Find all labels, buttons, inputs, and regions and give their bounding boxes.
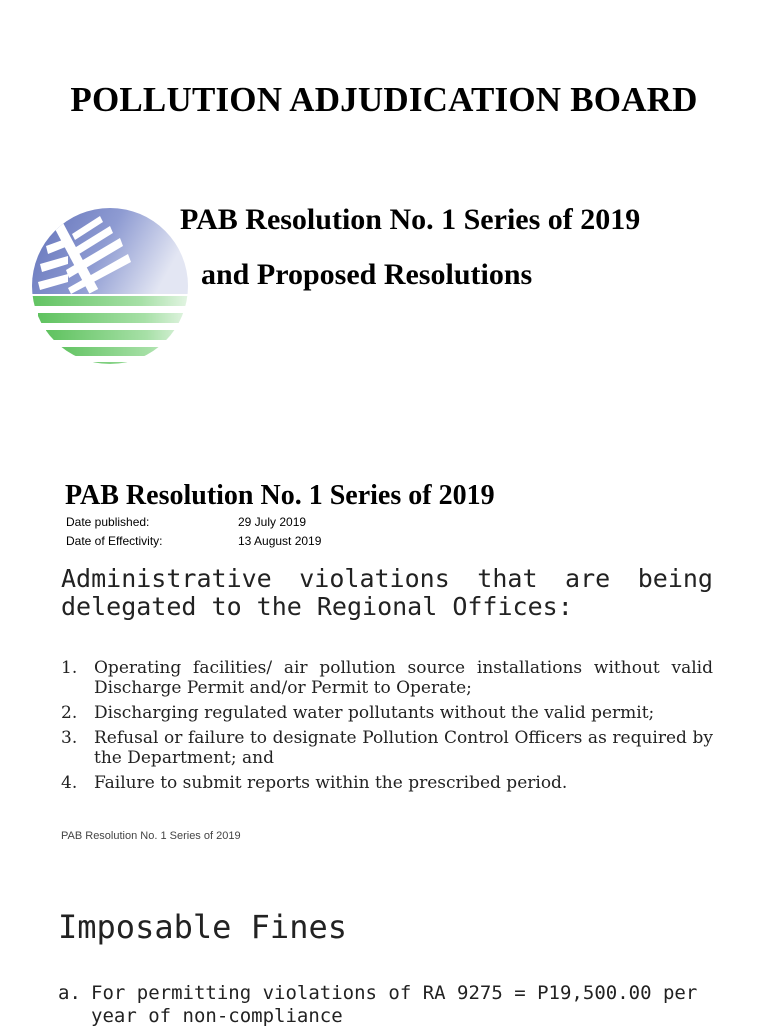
list-item (58, 982, 708, 1028)
fines-title: Imposable Fines (58, 908, 347, 946)
list-item-text: Refusal or failure to designate Pollution Control Officers as required by the Department; and (94, 728, 713, 768)
list-item-number: 4. (61, 773, 78, 793)
list-item (61, 703, 713, 723)
list-item-text: Discharging regulated water pollutants without the valid permit; (94, 703, 655, 723)
resolution-dates (66, 515, 396, 553)
date-effectivity-value: 13 August 2019 (238, 534, 322, 548)
list-item-text: For permitting violations of RA 9275 = P19,500.00 per year of non-compliance (91, 982, 698, 1027)
title-slide (0, 0, 768, 440)
fines-slide (0, 870, 768, 1027)
intro-paragraph: Administrative violations that are being delegated to the Regional Offices: (61, 564, 713, 621)
list-item-text: Failure to submit reports within the prescribed period. (94, 773, 568, 793)
violations-list (61, 658, 713, 798)
date-effectivity-label: Date of Effectivity: (66, 534, 163, 548)
list-item-number: 2. (61, 703, 78, 723)
slide-footer: PAB Resolution No. 1 Series of 2019 (61, 830, 241, 842)
list-item-number: 3. (61, 728, 78, 748)
list-item-letter: a. (58, 982, 81, 1004)
resolution-slide (0, 440, 768, 870)
main-title: POLLUTION ADJUDICATION BOARD (70, 80, 698, 119)
denr-logo (28, 206, 190, 370)
date-published-value: 29 July 2019 (238, 515, 307, 529)
list-item-text: Operating facilities/ air pollution source installations without valid Discharge Permit and/or Permit to Operate; (94, 658, 713, 698)
list-item (61, 728, 713, 768)
date-effectivity-row (66, 534, 396, 553)
subtitle-line-2: and Proposed Resolutions (201, 258, 533, 291)
subtitle-line-1: PAB Resolution No. 1 Series of 2019 (180, 203, 641, 236)
fines-list (58, 982, 708, 1028)
list-item (61, 658, 713, 698)
date-published-row (66, 515, 396, 534)
list-item (61, 773, 713, 793)
date-published-label: Date published: (66, 515, 150, 529)
list-item-number: 1. (61, 658, 78, 678)
resolution-title: PAB Resolution No. 1 Series of 2019 (65, 480, 495, 511)
